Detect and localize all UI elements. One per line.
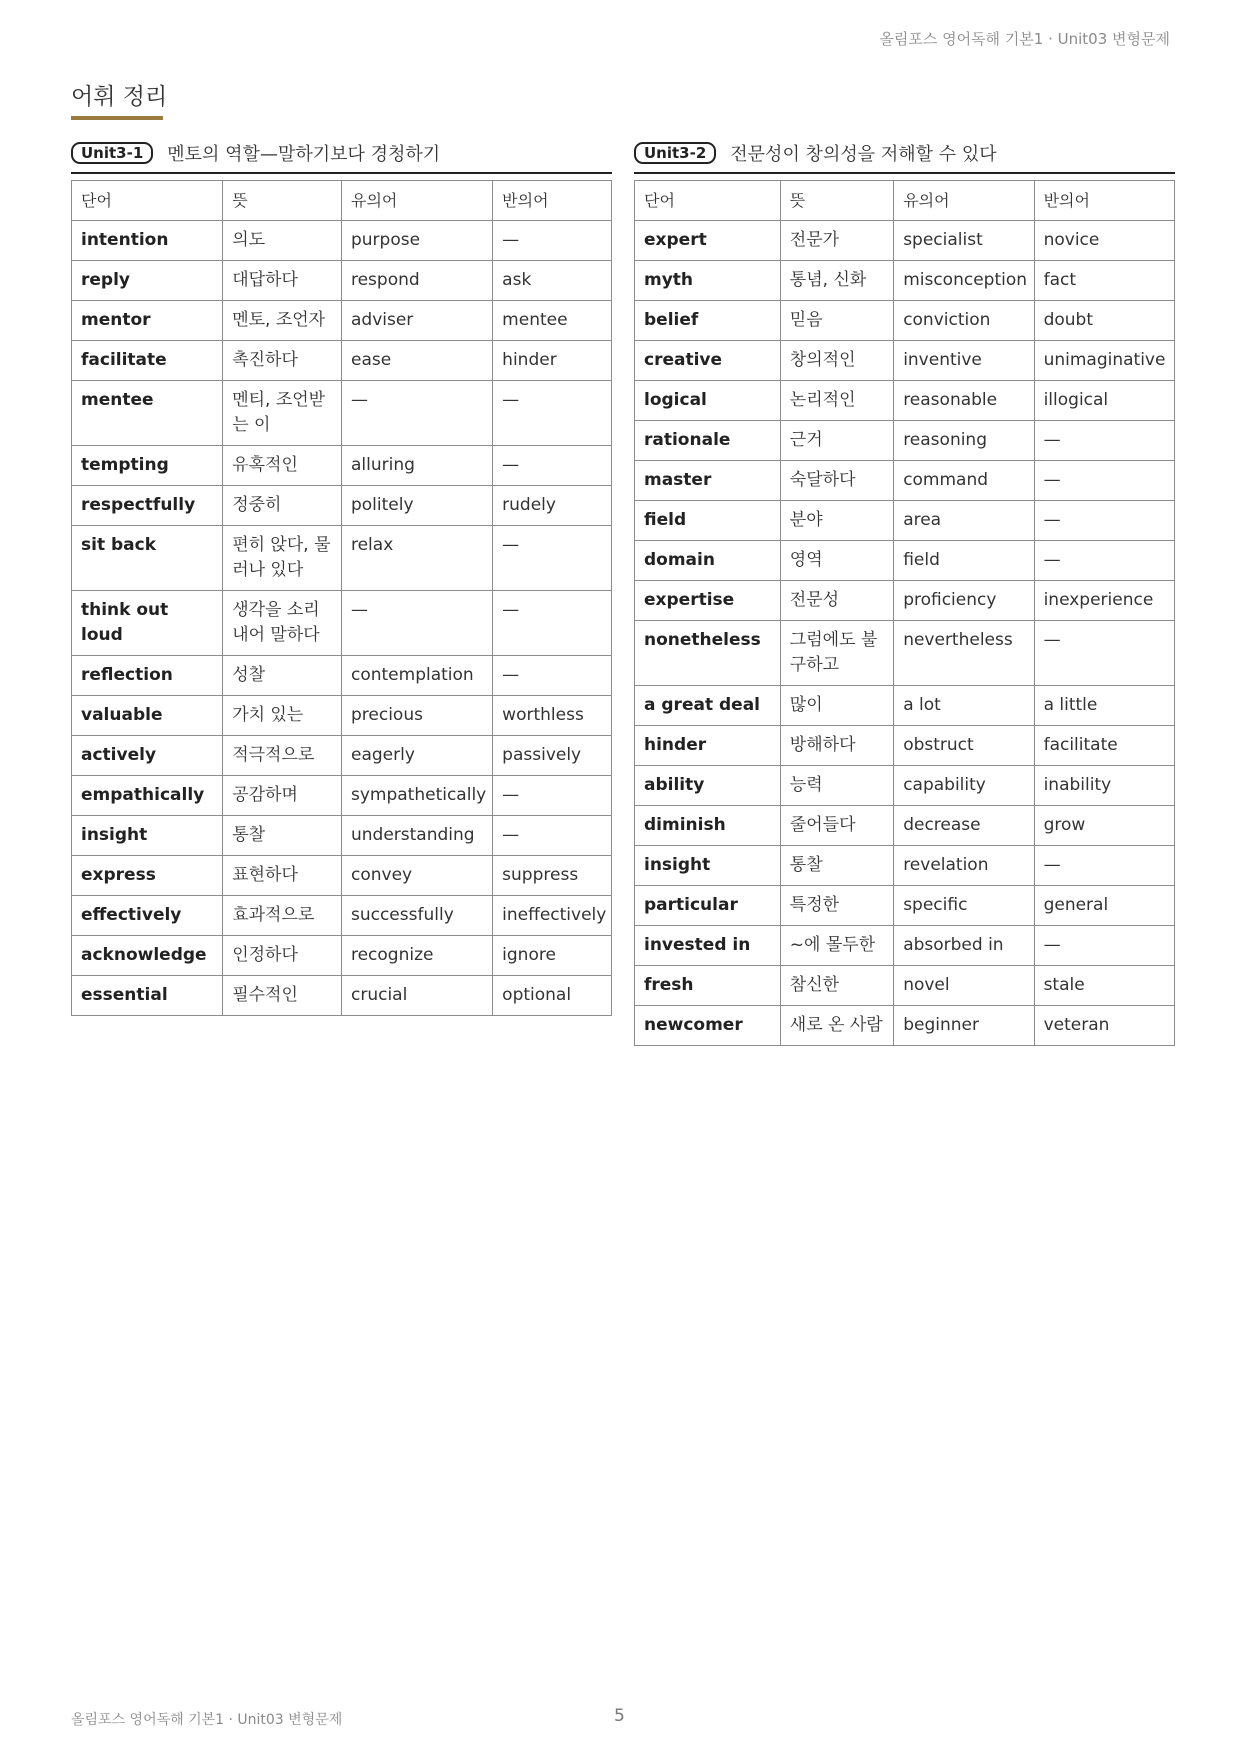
table-row	[635, 341, 1175, 381]
cell-word: think out loud	[72, 591, 223, 656]
table-row	[635, 581, 1175, 621]
cell-antonym: novice	[1034, 221, 1174, 261]
cell-word: actively	[72, 736, 223, 776]
table-row	[635, 726, 1175, 766]
cell-word: ability	[635, 766, 781, 806]
running-header: 올림포스 영어독해 기본1 · Unit03 변형문제	[879, 30, 1170, 48]
cell-meaning: 인정하다	[223, 936, 342, 976]
cell-synonym: misconception	[894, 261, 1034, 301]
table-row	[72, 656, 612, 696]
cell-antonym: grow	[1034, 806, 1174, 846]
cell-synonym: ease	[341, 341, 492, 381]
cell-antonym: optional	[493, 976, 612, 1016]
table-row	[72, 221, 612, 261]
table-row	[72, 856, 612, 896]
cell-antonym: —	[1034, 926, 1174, 966]
cell-synonym: capability	[894, 766, 1034, 806]
cell-antonym: inexperience	[1034, 581, 1174, 621]
cell-word: mentee	[72, 381, 223, 446]
cell-meaning: 많이	[780, 686, 893, 726]
cell-antonym: —	[493, 591, 612, 656]
cell-word: domain	[635, 541, 781, 581]
cell-word: insight	[72, 816, 223, 856]
cell-meaning: 근거	[780, 421, 893, 461]
cell-word: insight	[635, 846, 781, 886]
title-underline	[71, 116, 163, 120]
cell-meaning: 통찰	[780, 846, 893, 886]
cell-antonym: —	[493, 381, 612, 446]
cell-antonym: —	[1034, 461, 1174, 501]
cell-word: sit back	[72, 526, 223, 591]
cell-antonym: inability	[1034, 766, 1174, 806]
unit-title: 전문성이 창의성을 저해할 수 있다	[730, 144, 997, 165]
cell-meaning: 촉진하다	[223, 341, 342, 381]
cell-meaning: 멘티, 조언받는 이	[223, 381, 342, 446]
cell-synonym: reasonable	[894, 381, 1034, 421]
column-header-word: 단어	[635, 181, 781, 221]
cell-antonym: —	[493, 776, 612, 816]
cell-word: particular	[635, 886, 781, 926]
cell-synonym: convey	[341, 856, 492, 896]
table-row	[635, 541, 1175, 581]
cell-synonym: field	[894, 541, 1034, 581]
cell-antonym: unimaginative	[1034, 341, 1174, 381]
cell-antonym: hinder	[493, 341, 612, 381]
cell-synonym: politely	[341, 486, 492, 526]
table-row	[635, 461, 1175, 501]
cell-synonym: a lot	[894, 686, 1034, 726]
cell-synonym: specialist	[894, 221, 1034, 261]
table-row	[635, 926, 1175, 966]
cell-word: diminish	[635, 806, 781, 846]
cell-synonym: proficiency	[894, 581, 1034, 621]
cell-synonym: alluring	[341, 446, 492, 486]
column-header-meaning: 뜻	[223, 181, 342, 221]
cell-meaning: 전문성	[780, 581, 893, 621]
cell-word: effectively	[72, 896, 223, 936]
column-header-meaning: 뜻	[780, 181, 893, 221]
cell-synonym: area	[894, 501, 1034, 541]
running-footer: 올림포스 영어독해 기본1 · Unit03 변형문제	[71, 1712, 343, 1728]
unit-title: 멘토의 역할—말하기보다 경청하기	[167, 144, 441, 165]
table-row	[72, 816, 612, 856]
table-row	[72, 736, 612, 776]
cell-antonym: facilitate	[1034, 726, 1174, 766]
cell-word: invested in	[635, 926, 781, 966]
cell-synonym: recognize	[341, 936, 492, 976]
cell-meaning: 편히 앉다, 물러나 있다	[223, 526, 342, 591]
cell-word: expert	[635, 221, 781, 261]
cell-word: acknowledge	[72, 936, 223, 976]
table-row	[72, 591, 612, 656]
table-row	[635, 381, 1175, 421]
cell-word: nonetheless	[635, 621, 781, 686]
cell-word: intention	[72, 221, 223, 261]
cell-synonym: revelation	[894, 846, 1034, 886]
cell-word: master	[635, 461, 781, 501]
cell-synonym: purpose	[341, 221, 492, 261]
cell-antonym: doubt	[1034, 301, 1174, 341]
table-row	[635, 301, 1175, 341]
table-row	[72, 261, 612, 301]
table-header-row	[635, 181, 1175, 221]
cell-antonym: worthless	[493, 696, 612, 736]
vocab-table	[634, 180, 1175, 1046]
cell-word: newcomer	[635, 1006, 781, 1046]
cell-word: essential	[72, 976, 223, 1016]
cell-antonym: stale	[1034, 966, 1174, 1006]
cell-meaning: 생각을 소리 내어 말하다	[223, 591, 342, 656]
cell-antonym: —	[493, 816, 612, 856]
cell-meaning: 참신한	[780, 966, 893, 1006]
cell-synonym: crucial	[341, 976, 492, 1016]
cell-antonym: —	[1034, 621, 1174, 686]
cell-synonym: obstruct	[894, 726, 1034, 766]
cell-synonym: inventive	[894, 341, 1034, 381]
cell-meaning: 특정한	[780, 886, 893, 926]
table-row	[635, 261, 1175, 301]
cell-antonym: ask	[493, 261, 612, 301]
cell-meaning: 전문가	[780, 221, 893, 261]
unit-heading	[634, 140, 1175, 174]
cell-word: logical	[635, 381, 781, 421]
section-title: 어휘 정리	[71, 84, 168, 110]
table-row	[635, 421, 1175, 461]
cell-meaning: 새로 온 사람	[780, 1006, 893, 1046]
table-row	[635, 621, 1175, 686]
cell-meaning: 분야	[780, 501, 893, 541]
cell-meaning: 공감하며	[223, 776, 342, 816]
cell-meaning: 유혹적인	[223, 446, 342, 486]
unit-panel-1	[71, 140, 612, 1016]
table-row	[635, 221, 1175, 261]
table-row	[72, 896, 612, 936]
table-row	[72, 341, 612, 381]
cell-word: a great deal	[635, 686, 781, 726]
cell-antonym: —	[1034, 846, 1174, 886]
table-row	[635, 886, 1175, 926]
cell-word: valuable	[72, 696, 223, 736]
cell-meaning: 논리적인	[780, 381, 893, 421]
cell-meaning: 믿음	[780, 301, 893, 341]
cell-word: fresh	[635, 966, 781, 1006]
cell-antonym: a little	[1034, 686, 1174, 726]
cell-antonym: fact	[1034, 261, 1174, 301]
cell-synonym: successfully	[341, 896, 492, 936]
column-header-word: 단어	[72, 181, 223, 221]
cell-meaning: 숙달하다	[780, 461, 893, 501]
table-row	[635, 766, 1175, 806]
table-row	[72, 526, 612, 591]
cell-meaning: 그럼에도 불구하고	[780, 621, 893, 686]
cell-synonym: conviction	[894, 301, 1034, 341]
cell-word: belief	[635, 301, 781, 341]
cell-word: empathically	[72, 776, 223, 816]
table-row	[635, 806, 1175, 846]
cell-meaning: 방해하다	[780, 726, 893, 766]
cell-antonym: illogical	[1034, 381, 1174, 421]
table-row	[72, 976, 612, 1016]
cell-synonym: —	[341, 381, 492, 446]
table-row	[72, 446, 612, 486]
cell-meaning: 대답하다	[223, 261, 342, 301]
table-row	[72, 696, 612, 736]
cell-antonym: —	[493, 656, 612, 696]
table-header-row	[72, 181, 612, 221]
cell-synonym: novel	[894, 966, 1034, 1006]
table-row	[635, 1006, 1175, 1046]
cell-meaning: 필수적인	[223, 976, 342, 1016]
cell-meaning: 적극적으로	[223, 736, 342, 776]
cell-synonym: specific	[894, 886, 1034, 926]
cell-antonym: —	[1034, 541, 1174, 581]
cell-antonym: —	[1034, 501, 1174, 541]
unit-heading	[71, 140, 612, 174]
cell-meaning: 정중히	[223, 486, 342, 526]
cell-antonym: rudely	[493, 486, 612, 526]
cell-meaning: 성찰	[223, 656, 342, 696]
cell-synonym: beginner	[894, 1006, 1034, 1046]
cell-synonym: eagerly	[341, 736, 492, 776]
page-number: 5	[614, 1706, 625, 1726]
table-row	[635, 966, 1175, 1006]
unit-panel-2	[634, 140, 1175, 1046]
table-row	[635, 846, 1175, 886]
cell-meaning: 의도	[223, 221, 342, 261]
table-row	[72, 301, 612, 341]
cell-word: creative	[635, 341, 781, 381]
cell-antonym: ineffectively	[493, 896, 612, 936]
cell-synonym: relax	[341, 526, 492, 591]
cell-word: express	[72, 856, 223, 896]
cell-word: facilitate	[72, 341, 223, 381]
cell-meaning: 가치 있는	[223, 696, 342, 736]
cell-meaning: 효과적으로	[223, 896, 342, 936]
cell-word: reply	[72, 261, 223, 301]
cell-word: field	[635, 501, 781, 541]
column-header-synonym: 유의어	[894, 181, 1034, 221]
cell-antonym: ignore	[493, 936, 612, 976]
cell-meaning: 창의적인	[780, 341, 893, 381]
table-row	[635, 686, 1175, 726]
column-header-synonym: 유의어	[341, 181, 492, 221]
cell-meaning: 영역	[780, 541, 893, 581]
cell-meaning: 줄어들다	[780, 806, 893, 846]
cell-synonym: adviser	[341, 301, 492, 341]
cell-antonym: veteran	[1034, 1006, 1174, 1046]
cell-antonym: passively	[493, 736, 612, 776]
table-row	[72, 381, 612, 446]
unit-badge: Unit3-2	[634, 142, 716, 164]
table-row	[635, 501, 1175, 541]
cell-meaning: 능력	[780, 766, 893, 806]
cell-meaning: 통념, 신화	[780, 261, 893, 301]
cell-word: respectfully	[72, 486, 223, 526]
cell-synonym: —	[341, 591, 492, 656]
unit-badge: Unit3-1	[71, 142, 153, 164]
cell-word: expertise	[635, 581, 781, 621]
cell-word: myth	[635, 261, 781, 301]
cell-word: mentor	[72, 301, 223, 341]
cell-word: tempting	[72, 446, 223, 486]
cell-synonym: understanding	[341, 816, 492, 856]
cell-word: rationale	[635, 421, 781, 461]
cell-word: hinder	[635, 726, 781, 766]
cell-synonym: reasoning	[894, 421, 1034, 461]
cell-synonym: respond	[341, 261, 492, 301]
vocab-table	[71, 180, 612, 1016]
cell-meaning: 통찰	[223, 816, 342, 856]
table-row	[72, 486, 612, 526]
cell-synonym: sympathetically	[341, 776, 492, 816]
cell-word: reflection	[72, 656, 223, 696]
cell-synonym: precious	[341, 696, 492, 736]
cell-antonym: —	[1034, 421, 1174, 461]
cell-meaning: 멘토, 조언자	[223, 301, 342, 341]
cell-meaning: ~에 몰두한	[780, 926, 893, 966]
cell-synonym: absorbed in	[894, 926, 1034, 966]
cell-antonym: suppress	[493, 856, 612, 896]
column-header-antonym: 반의어	[493, 181, 612, 221]
cell-antonym: —	[493, 526, 612, 591]
cell-antonym: —	[493, 221, 612, 261]
table-row	[72, 936, 612, 976]
cell-antonym: mentee	[493, 301, 612, 341]
column-header-antonym: 반의어	[1034, 181, 1174, 221]
cell-synonym: nevertheless	[894, 621, 1034, 686]
cell-synonym: decrease	[894, 806, 1034, 846]
cell-antonym: —	[493, 446, 612, 486]
cell-antonym: general	[1034, 886, 1174, 926]
cell-meaning: 표현하다	[223, 856, 342, 896]
cell-synonym: contemplation	[341, 656, 492, 696]
cell-synonym: command	[894, 461, 1034, 501]
table-row	[72, 776, 612, 816]
